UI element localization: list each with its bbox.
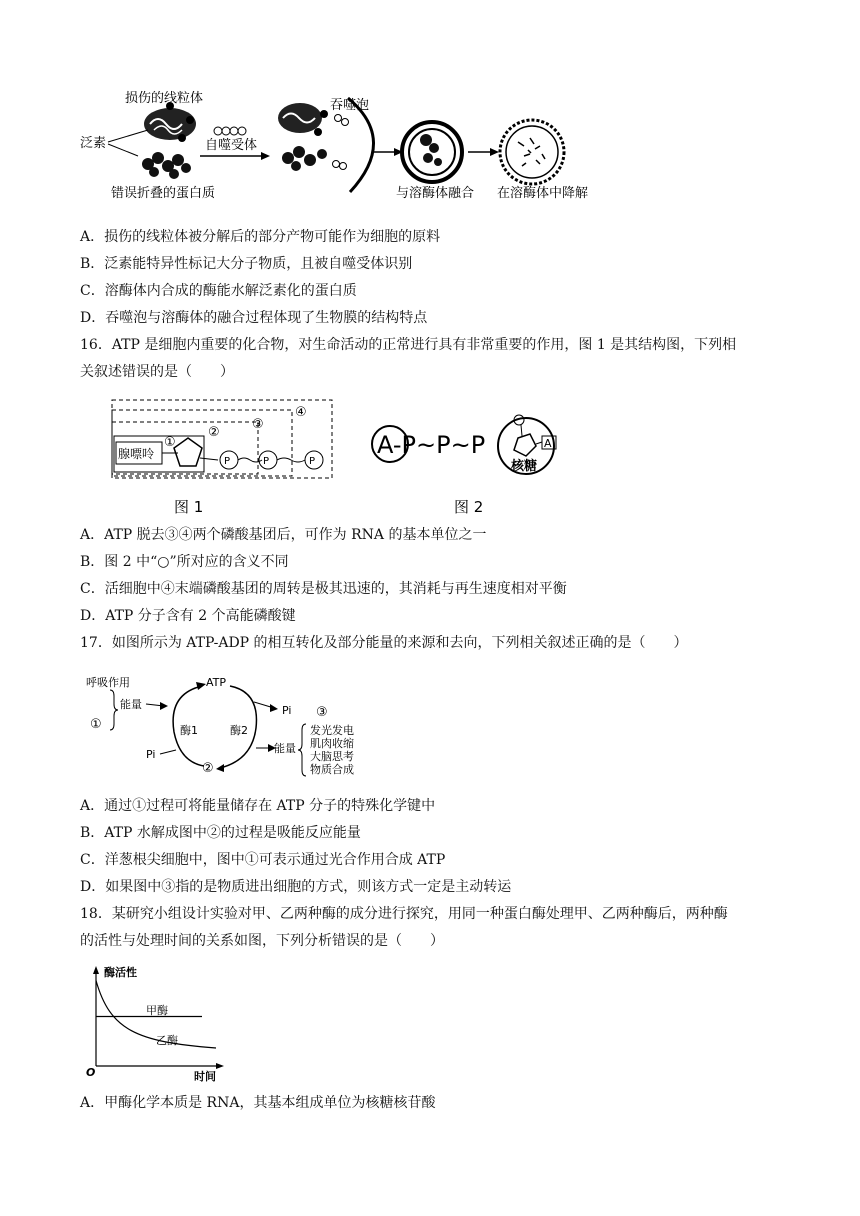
atp-formula: A-P~P~P bbox=[377, 431, 486, 459]
enzyme-activity-chart bbox=[84, 962, 234, 1084]
marker-1: ① bbox=[90, 717, 102, 732]
q16-atp-structure-figure-1 bbox=[108, 396, 338, 521]
q17-option-b: B．ATP 水解成图中②的过程是吸能反应能量 bbox=[80, 825, 361, 841]
energy-out-label: 能量 bbox=[274, 742, 296, 755]
marker-1: ① bbox=[164, 435, 176, 450]
receptor-icon bbox=[214, 127, 246, 135]
q16-stem-line1: 16．ATP 是细胞内重要的化合物，对生命活动的正常进行具有非常重要的作用，图 1 是其结构图，下列相 bbox=[80, 337, 737, 353]
nucleotide-icon bbox=[498, 415, 556, 474]
figure-1-caption: 图 1 bbox=[174, 498, 204, 516]
pi-in-label: Pi bbox=[146, 748, 156, 761]
q17-option-d: D．如果图中③指的是物质进出细胞的方式，则该方式一定是主动转运 bbox=[80, 879, 512, 895]
misfolded-label: 错误折叠的蛋白质 bbox=[111, 186, 216, 201]
phosphate-2: P bbox=[263, 456, 270, 467]
misfolded-protein-icon bbox=[142, 152, 191, 179]
q17-option-c: C．洋葱根尖细胞中，图中①可表示通过光合作用合成 ATP bbox=[80, 852, 446, 868]
q17-atp-adp-cycle-figure bbox=[84, 672, 364, 780]
ribose-pentagon-icon bbox=[174, 438, 202, 466]
q15-option-a: A．损伤的线粒体被分解后的部分产物可能作为细胞的原料 bbox=[80, 229, 441, 245]
x-axis-label: 时间 bbox=[194, 1070, 216, 1083]
q15-autophagy-figure bbox=[78, 80, 598, 205]
y-axis-label: 酶活性 bbox=[104, 966, 137, 979]
marker-3: ③ bbox=[316, 705, 328, 720]
fuse-label: 与溶酶体融合 bbox=[396, 186, 475, 201]
ubiquitin-label: 泛素 bbox=[80, 136, 107, 151]
degrade-label: 在溶酶体中降解 bbox=[497, 186, 589, 201]
use-1: 发光发电 bbox=[310, 724, 354, 737]
pi-out-label: Pi bbox=[282, 704, 292, 717]
enzyme-2-label: 酶2 bbox=[230, 724, 248, 737]
q15-option-c: C．溶酶体内合成的酶能水解泛素化的蛋白质 bbox=[80, 283, 357, 299]
damaged-mito-label: 损伤的线粒体 bbox=[125, 91, 204, 106]
q16-option-a: A．ATP 脱去③④两个磷酸基团后，可作为 RNA 的基本单位之一 bbox=[80, 527, 487, 543]
q17-stem: 17．如图所示为 ATP-ADP 的相互转化及部分能量的来源和去向，下列相关叙述正确的是（ ） bbox=[80, 635, 688, 651]
q17-option-a: A．通过①过程可将能量储存在 ATP 分子的特殊化学键中 bbox=[80, 798, 436, 814]
q16-option-b: B．图 2 中“○”所对应的含义不同 bbox=[80, 554, 289, 570]
phosphate-1: P bbox=[224, 456, 231, 467]
q18-stem-line1: 18．某研究小组设计实验对甲、乙两种酶的成分进行探究，用同一种蛋白酶处理甲、乙两种酶后，两种酶 bbox=[80, 906, 728, 922]
use-4: 物质合成 bbox=[310, 763, 354, 776]
use-2: 肌肉收缩 bbox=[310, 737, 354, 750]
figure-2-caption: 图 2 bbox=[454, 498, 484, 516]
degradation-icon bbox=[500, 120, 564, 184]
q16-option-d: D．ATP 分子含有 2 个高能磷酸键 bbox=[80, 608, 296, 624]
base-letter: A bbox=[544, 437, 552, 450]
respiration-label: 呼吸作用 bbox=[86, 676, 130, 689]
marker-2: ② bbox=[202, 761, 214, 776]
origin-label: O bbox=[86, 1066, 96, 1079]
damaged-mitochondrion-icon bbox=[144, 102, 196, 142]
marker-3: ③ bbox=[252, 417, 264, 432]
q18-stem-line2: 的活性与处理时间的关系如图，下列分析错误的是（ ） bbox=[80, 933, 444, 949]
ribose-label: 核糖 bbox=[511, 459, 538, 474]
q18-option-a: A．甲酶化学本质是 RNA，其基本组成单位为核糖核苷酸 bbox=[80, 1095, 436, 1111]
q16-option-c: C．活细胞中④末端磷酸基团的周转是极其迅速的，其消耗与再生速度相对平衡 bbox=[80, 581, 567, 597]
marker-2: ② bbox=[208, 425, 220, 440]
receptor-label: 自噬受体 bbox=[205, 138, 258, 153]
use-3: 大脑思考 bbox=[310, 750, 354, 763]
x-axis-arrow bbox=[216, 1063, 224, 1069]
q16-stem-line2: 关叙述错误的是（ ） bbox=[80, 364, 234, 380]
series-label-enzyme-b: 乙酶 bbox=[156, 1034, 178, 1047]
q15-option-d: D．吞噬泡与溶酶体的融合过程体现了生物膜的结构特点 bbox=[80, 310, 428, 326]
marker-4: ④ bbox=[295, 405, 307, 420]
y-axis-arrow bbox=[93, 966, 99, 974]
q16-atp-figure-2 bbox=[368, 412, 608, 520]
lysosome-fusion-icon bbox=[402, 122, 462, 182]
atp-label: ATP bbox=[206, 676, 227, 689]
phagophore-label: 吞噬泡 bbox=[330, 98, 370, 113]
phosphate-3: P bbox=[309, 456, 316, 467]
energy-in-label: 能量 bbox=[120, 698, 142, 711]
series-label-enzyme-a: 甲酶 bbox=[146, 1004, 168, 1017]
q15-option-b: B．泛素能特异性标记大分子物质，且被自噬受体识别 bbox=[80, 256, 413, 272]
enzyme-1-label: 酶1 bbox=[180, 724, 198, 737]
adenine-label: 腺嘌呤 bbox=[118, 447, 155, 461]
